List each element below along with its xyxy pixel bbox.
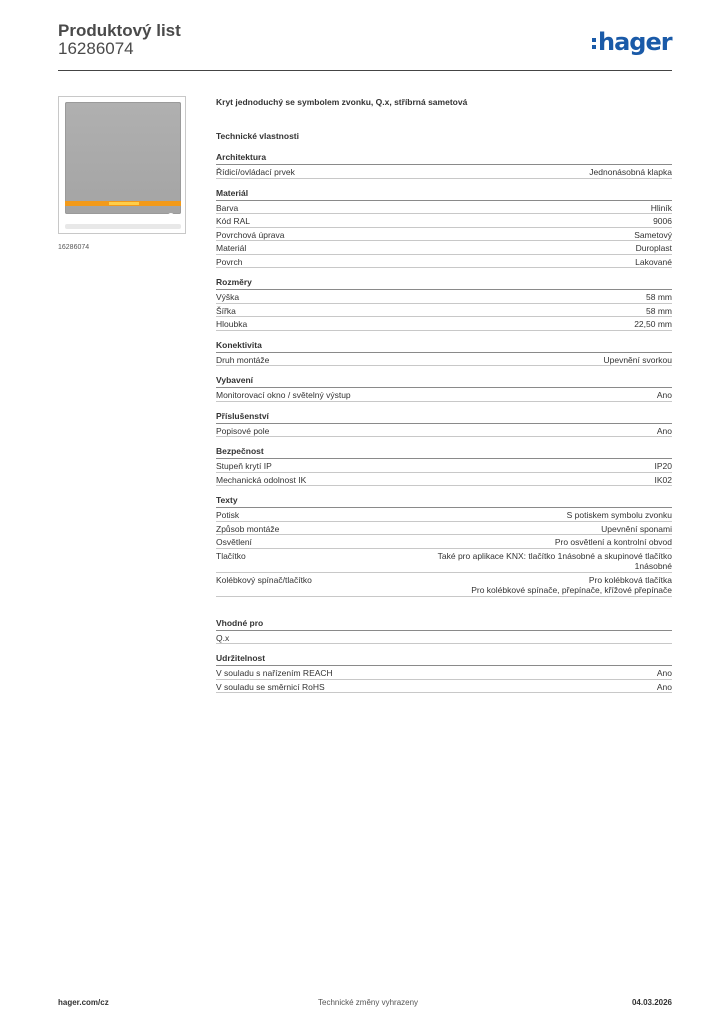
logo-dots-icon xyxy=(592,38,596,49)
spec-row xyxy=(216,255,672,269)
spec-sections xyxy=(216,151,672,597)
spec-value: S potiskem symbolu zvonku xyxy=(566,510,672,520)
spec-row xyxy=(216,304,672,318)
spec-row xyxy=(216,522,672,536)
spec-section xyxy=(216,652,672,693)
spec-label: Druh montáže xyxy=(216,354,270,365)
spec-section xyxy=(216,276,672,331)
light-strip-highlight xyxy=(109,202,139,205)
spec-value: Duroplast xyxy=(635,243,672,253)
spec-label: Způsob montáže xyxy=(216,523,280,534)
header-product-number: 16286074 xyxy=(58,39,134,58)
image-caption: 16286074 xyxy=(58,244,90,251)
spec-row xyxy=(216,241,672,255)
spec-value: Také pro aplikace KNX: tlačítko 1násobné a skupinové tlačítko 1násobné xyxy=(437,550,672,571)
spec-row xyxy=(216,317,672,331)
section-title: Vybavení xyxy=(216,374,672,388)
spec-section xyxy=(216,494,672,597)
spec-row xyxy=(216,228,672,242)
spec-value: Pro osvětlení a kontrolní obvod xyxy=(554,537,672,547)
spec-row xyxy=(216,353,672,367)
spec-value: IP20 xyxy=(654,461,672,471)
spec-value: Sametový xyxy=(634,229,672,240)
spec-value: Hliník xyxy=(650,202,672,213)
spec-label: Mechanická odolnost IK xyxy=(216,474,307,485)
spec-row xyxy=(216,459,672,473)
spec-label: Popisové pole xyxy=(216,425,270,436)
spec-label: Stupeň krytí IP xyxy=(216,461,272,471)
spec-label: Hloubka xyxy=(216,319,248,329)
product-title: Kryt jednoduchý se symbolem zvonku, Q.x, stříbrná sametová xyxy=(216,97,468,107)
spec-label: Barva xyxy=(216,202,239,213)
spec-row xyxy=(216,666,672,680)
spec-label: Povrchová úprava xyxy=(216,229,285,240)
spec-value: Ano xyxy=(656,681,672,692)
spec-label: Monitorovací okno / světelný výstup xyxy=(216,390,351,400)
spec-row xyxy=(216,424,672,438)
spec-label: V souladu se směrnicí RoHS xyxy=(216,681,325,692)
section-title: Bezpečnost xyxy=(216,445,672,459)
spec-row xyxy=(216,201,672,215)
spec-value: Ano xyxy=(656,668,672,678)
spec-label: Q.x xyxy=(216,632,230,643)
spec-label: Výška xyxy=(216,292,240,302)
section-title: Architektura xyxy=(216,151,672,165)
spec-label: Osvětlení xyxy=(216,537,252,547)
spec-content xyxy=(216,95,672,693)
hager-logo xyxy=(592,28,672,56)
spec-value: 22,50 mm xyxy=(634,319,672,329)
section-title: Udržitelnost xyxy=(216,652,672,666)
header-title: Produktový list xyxy=(58,21,181,40)
section-title: Materiál xyxy=(216,187,672,201)
spec-value: 9006 xyxy=(653,216,672,226)
spec-row xyxy=(216,535,672,549)
spec-label: Materiál xyxy=(216,243,247,253)
spec-value: Lakované xyxy=(635,256,672,267)
spec-row xyxy=(216,388,672,402)
spec-section xyxy=(216,339,672,367)
spec-label: Tlačítko xyxy=(216,550,246,561)
spec-value: Jednonásobná klapka xyxy=(589,167,672,177)
section-title: Příslušenství xyxy=(216,410,672,424)
spec-row xyxy=(216,573,672,597)
plate-base xyxy=(65,224,181,229)
spec-value: Ano xyxy=(656,425,672,436)
spec-value: Upevnění svorkou xyxy=(603,354,672,365)
spec-section xyxy=(216,410,672,438)
spec-label: Kód RAL xyxy=(216,216,251,226)
spec-value: Upevnění sponami xyxy=(601,523,672,534)
suitable-section xyxy=(216,617,672,645)
bell-icon xyxy=(165,212,177,224)
spec-section xyxy=(216,187,672,269)
spec-label: Řídicí/ovládací prvek xyxy=(216,167,295,177)
spec-label: V souladu s nařízením REACH xyxy=(216,668,333,678)
section-title: Rozměry xyxy=(216,276,672,290)
spec-section xyxy=(216,445,672,486)
header-divider xyxy=(58,70,672,71)
spec-row xyxy=(216,165,672,179)
spec-value: Ano xyxy=(656,390,672,400)
spec-section xyxy=(216,151,672,179)
spec-value: Pro kolébková tlačítka Pro kolébkové spínače, přepínače, křížové přepínače xyxy=(471,574,672,595)
spec-value: 58 mm xyxy=(646,292,672,302)
spec-value: 58 mm xyxy=(646,305,672,316)
spec-value: IK02 xyxy=(654,474,672,485)
logo-text: hager xyxy=(598,28,672,56)
footer-website: hager.com/cz xyxy=(58,998,109,1007)
footer-date: 04.03.2026 xyxy=(631,998,672,1007)
spec-row xyxy=(216,549,672,573)
footer-notice: Technické změny vyhrazeny xyxy=(318,998,419,1007)
spec-label: Kolébkový spínač/tlačítko xyxy=(216,574,312,585)
spec-row xyxy=(216,508,672,522)
spec-row xyxy=(216,680,672,694)
section-title: Texty xyxy=(216,494,672,508)
spec-row xyxy=(216,631,672,645)
sustainability-section xyxy=(216,652,672,693)
spec-label: Potisk xyxy=(216,510,240,520)
spec-section xyxy=(216,374,672,402)
tech-heading: Technické vlastnosti xyxy=(216,131,299,141)
spec-row xyxy=(216,290,672,304)
spec-label: Šířka xyxy=(216,305,236,316)
product-image xyxy=(58,96,186,234)
spec-row xyxy=(216,473,672,487)
spec-row xyxy=(216,214,672,228)
cover-plate xyxy=(65,102,181,214)
spec-section xyxy=(216,617,672,645)
spec-label: Povrch xyxy=(216,256,243,267)
section-title: Konektivita xyxy=(216,339,672,353)
section-title: Vhodné pro xyxy=(216,617,672,631)
